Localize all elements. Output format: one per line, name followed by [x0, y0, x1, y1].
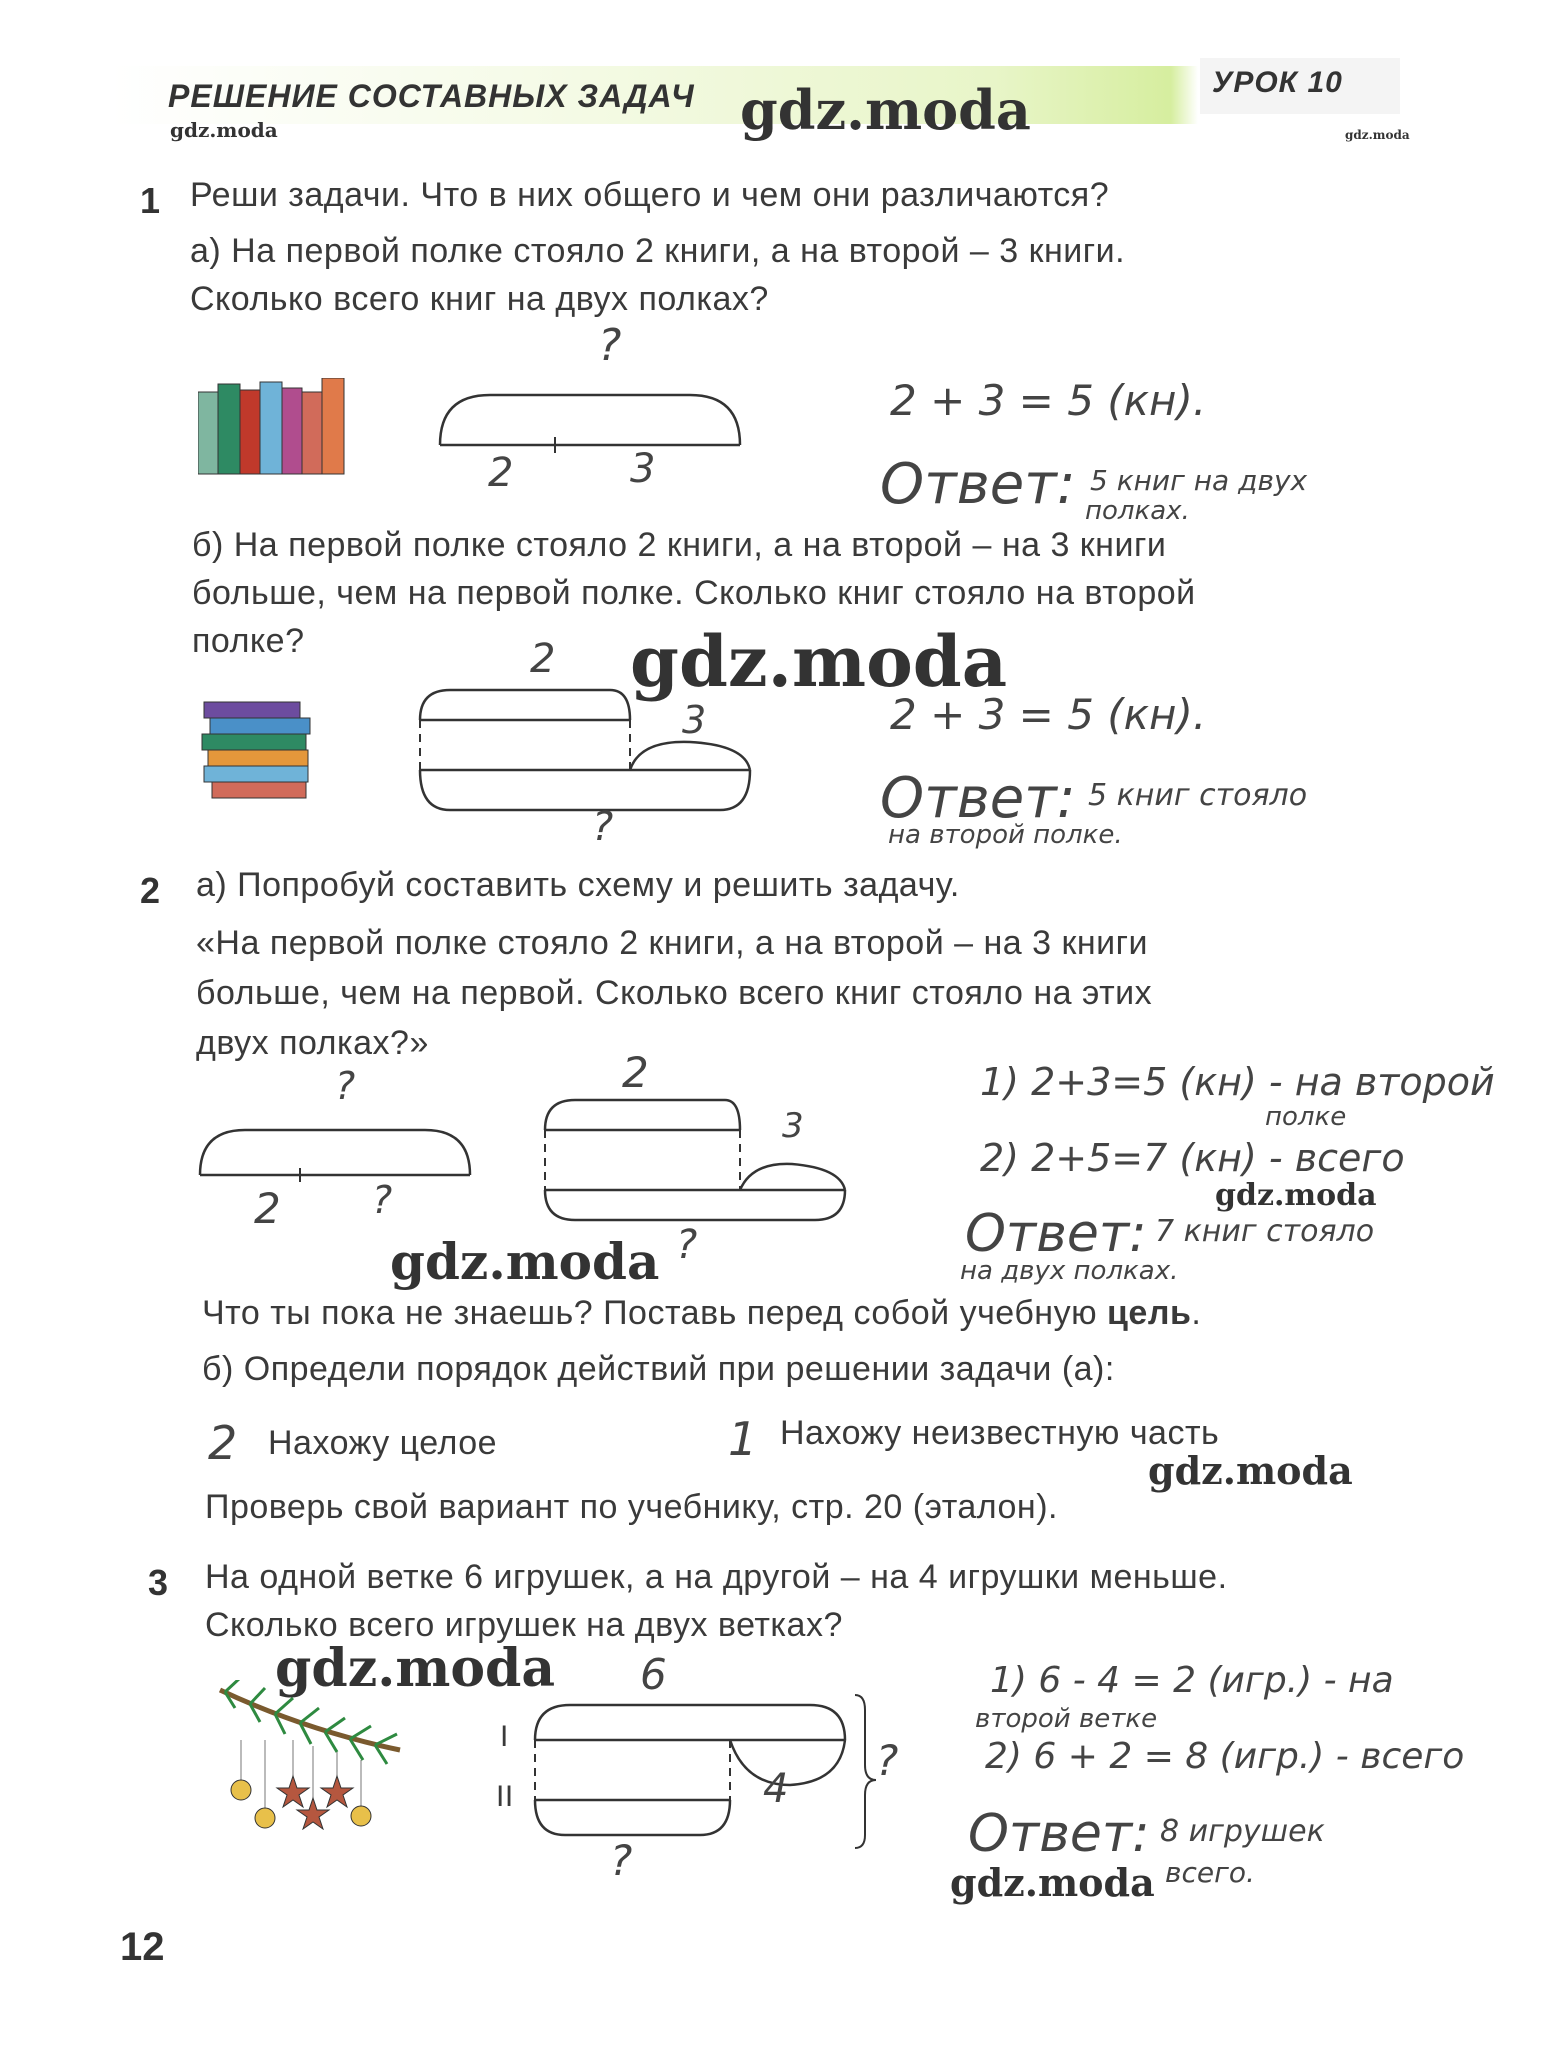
row-label: II: [496, 1780, 514, 1813]
books-stack-illustration: [200, 700, 320, 800]
task-text: б) На первой полке стояло 2 книги, а на второй – на 3 книги: [192, 526, 1167, 564]
solution-step: полке: [1265, 1102, 1347, 1132]
diagram-label-part: 6: [640, 1650, 667, 1699]
diagram-label-part: 3: [682, 698, 707, 742]
diagram-label-part: 3: [630, 446, 656, 492]
diagram-label-whole: ?: [592, 804, 614, 850]
answer-text: 5 книг на двух: [1090, 464, 1308, 497]
watermark: gdz.moda: [1215, 1178, 1377, 1213]
diagram-3: [520, 1690, 900, 1850]
task-number: 1: [140, 180, 161, 221]
watermark: gdz.moda: [630, 620, 1008, 703]
page-title: РЕШЕНИЕ СОСТАВНЫХ ЗАДАЧ: [168, 78, 695, 114]
answer-text: 5 книг стояло: [1088, 778, 1308, 813]
watermark: gdz.moda: [1148, 1448, 1353, 1493]
solution: 2 + 3 = 5 (кн).: [890, 690, 1207, 739]
task-text: б) Определи порядок действий при решении задачи (а):: [202, 1350, 1115, 1388]
goal-word: цель: [1107, 1294, 1192, 1332]
answer-label: Ответ:: [968, 1804, 1150, 1864]
task-text: Сколько всего книг на двух полках?: [190, 280, 769, 318]
task-text: «На первой полке стояло 2 книги, а на второй – на 3 книги: [196, 924, 1149, 962]
order-option: Нахожу неизвестную часть: [780, 1414, 1220, 1452]
order-option: Нахожу целое: [268, 1424, 498, 1462]
answer-text: полках.: [1085, 496, 1190, 526]
task-number: 3: [148, 1562, 169, 1603]
task-text: а) На первой полке стояло 2 книги, а на второй – 3 книги.: [190, 232, 1126, 270]
lesson-label: УРОК 10: [1212, 66, 1343, 99]
watermark: gdz.moda: [390, 1232, 660, 1291]
diagram-label-whole: ?: [610, 1836, 633, 1885]
task-text: полке?: [192, 622, 305, 660]
diagram-label-part: 2: [488, 450, 514, 496]
diagram-label-total: ?: [876, 1736, 899, 1785]
solution-step: 2) 2+5=7 (кн) - всего: [980, 1136, 1405, 1180]
diagram-2a-left: [185, 1090, 485, 1210]
diagram-label-whole: ?: [335, 1064, 356, 1108]
diagram-label-part: 4: [763, 1766, 789, 1812]
diagram-label-part: 2: [254, 1184, 281, 1233]
task-text: На одной ветке 6 игрушек, а на другой – на 4 игрушки меньше.: [205, 1558, 1228, 1596]
answer-text: на двух полках.: [960, 1256, 1179, 1286]
task-text: Сколько всего игрушек на двух ветках?: [205, 1606, 843, 1644]
diagram-label-part: 2: [530, 636, 556, 682]
answer-text: 8 игрушек: [1160, 1814, 1325, 1849]
goal-dot: .: [1191, 1294, 1202, 1332]
watermark: gdz.moda: [740, 78, 1031, 142]
answer-text: всего.: [1165, 1856, 1255, 1889]
goal-text: [202, 1294, 1201, 1333]
answer-text: на второй полке.: [888, 820, 1123, 850]
solution: 2 + 3 = 5 (кн).: [890, 376, 1207, 425]
watermark: gdz.moda: [170, 118, 278, 142]
answer-label: Ответ:: [965, 1204, 1147, 1264]
diagram-label-part: 3: [782, 1106, 804, 1146]
answer-label: Ответ:: [880, 452, 1076, 517]
answer-text: 7 книг стояло: [1155, 1214, 1375, 1249]
watermark: gdz.moda: [950, 1860, 1155, 1905]
page-number: 12: [120, 1925, 165, 1969]
solution-step: второй ветке: [975, 1704, 1158, 1734]
branch-illustration: [215, 1680, 405, 1830]
diagram-label-part: 2: [622, 1048, 649, 1097]
watermark: gdz.moda: [1345, 128, 1410, 142]
task-text: больше, чем на первой. Сколько всего книг стояло на этих: [196, 974, 1153, 1012]
answer-label: Ответ:: [880, 766, 1076, 831]
task-text: Проверь свой вариант по учебнику, стр. 20 (эталон).: [205, 1488, 1058, 1526]
books-illustration: [198, 378, 348, 478]
diagram-label-whole: ?: [676, 1222, 698, 1268]
diagram-2a-right: [530, 1080, 860, 1240]
diagram-label-part: ?: [372, 1178, 393, 1222]
task-prompt: Реши задачи. Что в них общего и чем они различаются?: [190, 176, 1110, 214]
task-text: больше, чем на первой полке. Сколько книг стояло на второй: [192, 574, 1196, 612]
order-number: 2: [208, 1416, 238, 1470]
diagram-label-whole: ?: [598, 320, 622, 371]
task-number: 2: [140, 870, 161, 911]
solution-step: 1) 2+3=5 (кн) - на второй: [980, 1060, 1495, 1104]
solution-step: 1) 6 - 4 = 2 (игр.) - на: [990, 1660, 1394, 1701]
diagram-1a: [420, 320, 760, 480]
task-text: а) Попробуй составить схему и решить задачу.: [196, 866, 960, 904]
watermark: gdz.moda: [275, 1638, 556, 1699]
row-label: I: [500, 1720, 509, 1753]
task-text: двух полках?»: [196, 1024, 429, 1062]
solution-step: 2) 6 + 2 = 8 (игр.) - всего: [985, 1736, 1465, 1777]
order-number: 1: [728, 1412, 758, 1466]
goal-text-main: Что ты пока не знаешь? Поставь перед собой учебную: [202, 1294, 1098, 1332]
